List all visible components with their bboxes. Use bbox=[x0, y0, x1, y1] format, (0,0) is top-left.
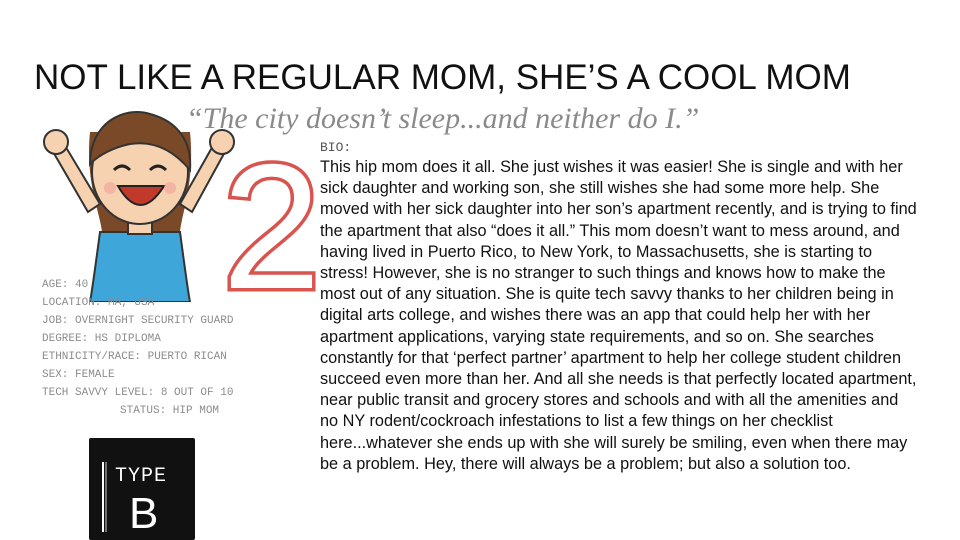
badge-bar bbox=[102, 462, 104, 532]
stat-ethnicity: ETHNICITY/RACE: PUERTO RICAN bbox=[42, 351, 227, 363]
bio-label: BIO: bbox=[320, 140, 352, 155]
stat-sex: SEX: FEMALE bbox=[42, 369, 115, 381]
badge-bar-shadow bbox=[105, 462, 107, 532]
stat-degree: DEGREE: HS DIPLOMA bbox=[42, 333, 161, 345]
stat-location: LOCATION: MA, USA bbox=[42, 297, 155, 309]
persona-stats bbox=[42, 276, 302, 420]
stat-job: JOB: OVERNIGHT SECURITY GUARD bbox=[42, 315, 234, 327]
type-letter: B bbox=[129, 489, 159, 538]
type-badge bbox=[89, 438, 195, 540]
stat-tech-savvy: TECH SAVVY LEVEL: 8 OUT OF 10 bbox=[42, 387, 234, 399]
persona-number: 2 bbox=[222, 127, 321, 326]
stat-age: AGE: 40 bbox=[42, 279, 89, 291]
bio-text: This hip mom does it all. She just wishes it was easier! She is single and with her sick daughter and working son, she still wishes she had some more help. She moved with her sick daughter into her son’s apartment recently, and is trying to find the apartment that also “does it all.” This mom doesn’t want to mess around, and having lived in Puerto Rico, to New York, to Massachusetts, she is starting to stress! However, she is no stranger to such things and knows how to make the most out of any situation. She is quite tech savvy thanks to her children being in digital arts college, and wishes there was an app that could help her with her apartment applications, varying state requirements, and so on. She searches constantly for that ‘perfect partner’ apartment to help her college student children succeed even more than her. And all she needs is that perfectly located apartment, near public transit and grocery stores and schools and with all the amenities and no NY rodent/cockroach infestations to list a few things on her checklist here...whatever she ends up with she will surely be smiling, even when there may be a problem. Hey, there will always be a problem; but also a solution too. bbox=[320, 158, 917, 473]
persona-quote: “The city doesn’t sleep...and neither do I.” bbox=[186, 102, 700, 135]
slide-title: NOT LIKE A REGULAR MOM, SHE’S A COOL MOM bbox=[34, 58, 851, 97]
stat-status: STATUS: HIP MOM bbox=[120, 405, 220, 417]
type-label: TYPE bbox=[115, 465, 168, 488]
